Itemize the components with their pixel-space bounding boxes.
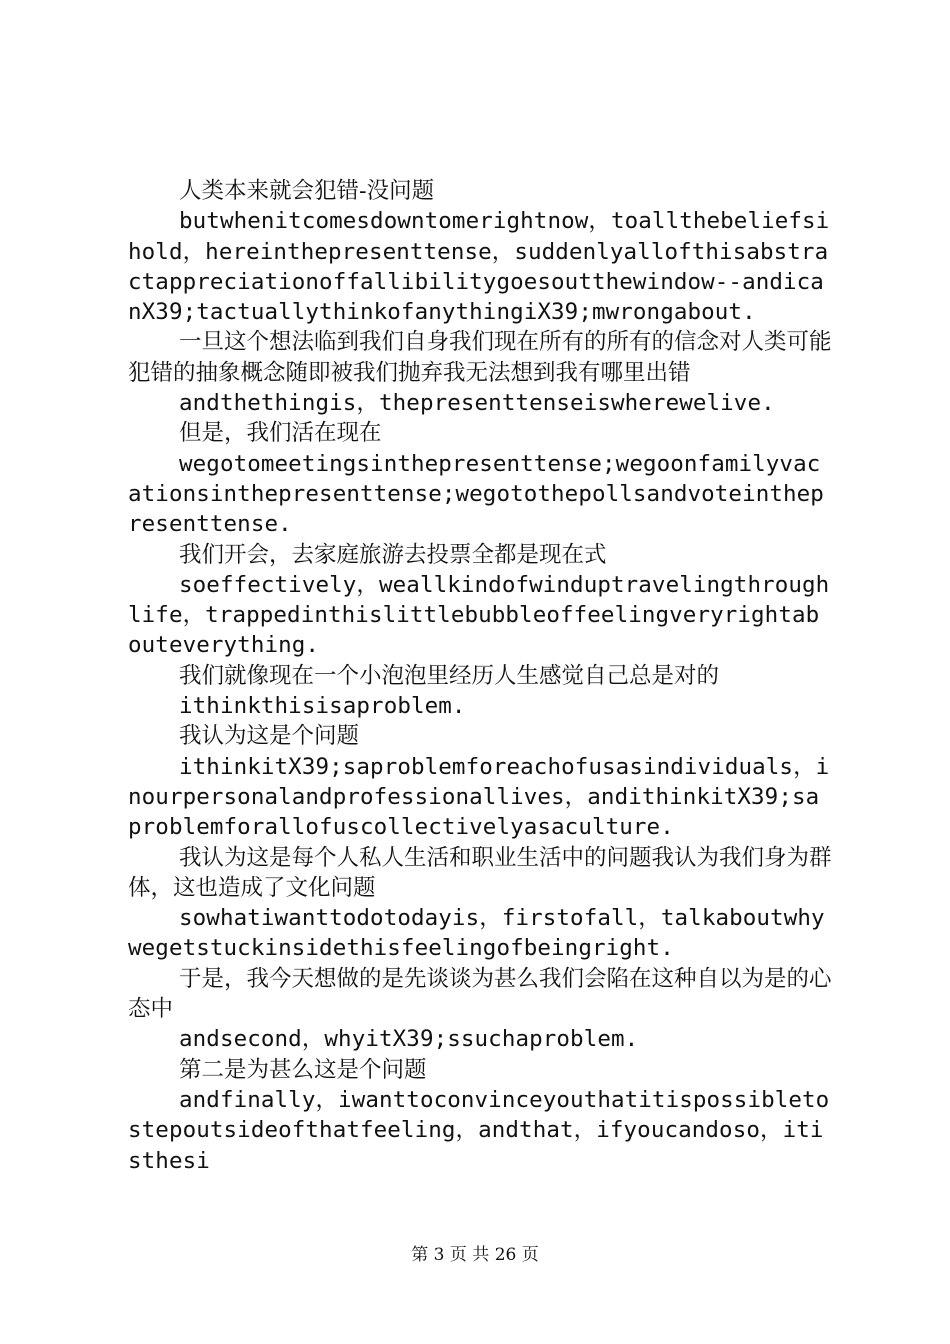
paragraph-9: 我们就像现在一个小泡泡里经历人生感觉自己总是对的 [179,662,720,689]
document-body [128,176,832,1176]
paragraph-4: andthethingis，thepresenttenseiswherewelive. [179,390,775,417]
paragraph-1: 人类本来就会犯错-没问题 [179,178,435,204]
paragraph-2: butwhenitcomesdowntomerightnow，toallthebeliefsihold，hereinthepresenttense，suddenlyallofthisabstractappreciationoffallibilitygoesoutthewindow--andicanX39;tactuallythinkofanythingiX39;mwrongabout. [128,208,830,326]
paragraph-13: 我认为这是每个人私人生活和职业生活中的问题我认为我们身为群体，这也造成了文化问题 [128,844,832,901]
paragraph-17: 第二是为甚么这是个问题 [179,1056,427,1083]
paragraph-14: sowhatiwanttodotodayis，firstofall，talkaboutwhywegetstuckinsidethisfeelingofbeingright. [128,905,825,962]
paragraph-15: 于是，我今天想做的是先谈谈为甚么我们会陷在这种自以为是的心态中 [128,965,832,1023]
paragraph-16: andsecond，whyitX39;ssuchaproblem. [179,1026,639,1053]
paragraph-6: wegotomeetingsinthepresenttense;wegoonfamilyvacationsinthepresenttense;wegotothepollsandvoteinthepresenttense. [128,450,824,538]
paragraph-3: 一旦这个想法临到我们自身我们现在所有的所有的信念对人类可能犯错的抽象概念随即被我们抛弃我无法想到我有哪里出错 [128,329,832,386]
paragraph-7: 我们开会，去家庭旅游去投票全都是现在式 [179,541,607,568]
paragraph-5: 但是，我们活在现在 [179,420,382,447]
page-number-footer: 第 3 页 共 26 页 [411,1245,539,1265]
paragraph-18: andfinally，iwanttoconvinceyouthatitispossibletostepoutsideofthatfeeling，andthat，ifyoucandoso，itisthesi [128,1086,830,1174]
paragraph-12: ithinkitX39;saproblemforeachofusasindividuals，inourpersonalandprofessionallives，andithinkitX39;saproblemforallofuscollectivelyasaculture. [128,753,830,841]
paragraph-11: 我认为这是个问题 [179,723,360,750]
paragraph-10: ithinkthisisaproblem. [179,693,466,720]
paragraph-8: soeffectively，weallkindofwinduptravelingthroughlife，trappedinthislittlebubbleoffeelingveryrightabouteverything. [128,571,830,659]
